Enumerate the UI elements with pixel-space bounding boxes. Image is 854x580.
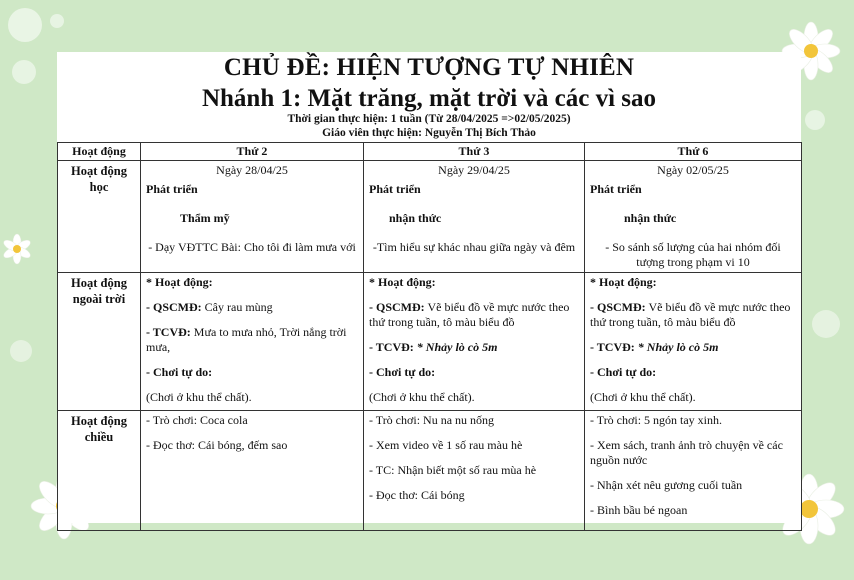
daisy-flower-icon — [0, 232, 34, 266]
free-play-text: (Chơi ở khu thể chất). — [590, 390, 696, 404]
branch-title: Nhánh 1: Mặt trăng, mặt trời và các vì sao — [201, 85, 657, 112]
observation-item — [590, 300, 796, 330]
tcvd-label: - TCVĐ: — [590, 340, 635, 354]
background-dot — [805, 110, 825, 130]
table-row-learning — [58, 161, 802, 273]
activity-heading: * Hoạt động: — [590, 275, 657, 289]
row-label: Hoạt động ngoài trời — [58, 273, 141, 411]
tcvd-text: Mưa to mưa nhỏ, Trời nắng trời mưa, — [146, 325, 347, 354]
area-label: nhận thức — [389, 211, 442, 225]
activity-heading: * Hoạt động: — [369, 275, 436, 289]
develop-label: Phát triển — [590, 182, 642, 196]
time-range: Thời gian thực hiện: 1 tuần (Từ 28/04/2025 =>02/05/2025) — [287, 113, 571, 125]
table-cell — [585, 411, 802, 531]
table-cell — [585, 161, 802, 273]
free-play-text: (Chơi ở khu thể chất). — [369, 390, 475, 404]
free-play-label: - Chơi tự do: — [369, 365, 436, 379]
row-label: Hoạt động học — [58, 161, 141, 273]
background-dot — [50, 14, 64, 28]
date-label: Ngày 28/04/25 — [216, 163, 288, 177]
qscmd-label: - QSCMĐ: — [590, 300, 646, 314]
area-label: nhận thức — [624, 211, 677, 225]
background-dot — [12, 60, 36, 84]
table-cell — [141, 161, 364, 273]
date-label: Ngày 02/05/25 — [657, 163, 729, 177]
game-item — [146, 325, 358, 355]
background-dot — [8, 8, 42, 42]
game-item — [590, 340, 796, 355]
tcvd-label: - TCVĐ: — [146, 325, 191, 339]
row-label: Hoạt động chiều — [58, 411, 141, 531]
free-play-label: - Chơi tự do: — [590, 365, 657, 379]
date-label: Ngày 29/04/25 — [438, 163, 510, 177]
background-dot — [10, 340, 32, 362]
list-item: - Trò chơi: Coca cola — [146, 413, 248, 427]
qscmd-label: - QSCMĐ: — [146, 300, 202, 314]
tcvd-label: - TCVĐ: — [369, 340, 414, 354]
develop-label: Phát triển — [369, 182, 421, 196]
list-item: - Đọc thơ: Cái bóng, đếm sao — [146, 438, 288, 452]
background-dot — [812, 310, 840, 338]
lesson-content: - Dạy VĐTTC Bài: Cho tôi đi làm mưa với — [148, 240, 356, 254]
topic-title: CHỦ ĐỀ: HIỆN TƯỢNG TỰ NHIÊN — [223, 54, 635, 81]
table-cell — [141, 411, 364, 531]
table-cell — [364, 161, 585, 273]
list-item: - Bình bầu bé ngoan — [590, 503, 688, 517]
column-header-day: Thứ 3 — [364, 143, 585, 161]
table-cell — [141, 273, 364, 411]
list-item: - Nhận xét nêu gương cuối tuần — [590, 478, 743, 492]
teacher-name: Giáo viên thực hiện: Nguyễn Thị Bích Thảo — [322, 127, 536, 139]
column-header-activity: Hoạt động — [58, 143, 141, 161]
observation-item — [146, 300, 358, 315]
table-header-row — [58, 143, 802, 161]
table-row-afternoon — [58, 411, 802, 531]
column-header-day: Thứ 2 — [141, 143, 364, 161]
table-cell — [364, 411, 585, 531]
table-cell — [364, 273, 585, 411]
list-item: - Xem video về 1 số rau màu hè — [369, 438, 523, 452]
list-item: - Xem sách, tranh ảnh trò chuyện về các nguồn nước — [590, 438, 783, 467]
observation-item — [369, 300, 579, 330]
tcvd-text: * Nhảy lò cò 5m — [634, 340, 719, 354]
qscmd-text: Vẽ biểu đồ về mực nước theo thứ trong tuần, tô màu biểu đồ — [369, 300, 570, 329]
list-item: - Trò chơi: Nu na nu nống — [369, 413, 495, 427]
tcvd-text: * Nhảy lò cò 5m — [413, 340, 498, 354]
table-row-outdoor — [58, 273, 802, 411]
free-play-label: - Chơi tự do: — [146, 365, 213, 379]
area-label: Thẩm mỹ — [180, 211, 230, 225]
list-item: - TC: Nhận biết một số rau mùa hè — [369, 463, 537, 477]
qscmd-text: Cây rau mùng — [201, 300, 273, 314]
schedule-document — [57, 52, 801, 523]
game-item — [369, 340, 579, 355]
qscmd-text: Vẽ biểu đồ về mực nước theo thứ trong tuần, tô màu biểu đồ — [590, 300, 791, 329]
free-play-text: (Chơi ở khu thể chất). — [146, 390, 252, 404]
list-item: - Trò chơi: 5 ngón tay xinh. — [590, 413, 723, 427]
lesson-content: -Tìm hiểu sự khác nhau giữa ngày và đêm — [372, 240, 576, 254]
activity-heading: * Hoạt động: — [146, 275, 213, 289]
weekly-schedule-table — [57, 142, 802, 531]
qscmd-label: - QSCMĐ: — [369, 300, 425, 314]
column-header-day: Thứ 6 — [585, 143, 802, 161]
list-item: - Đọc thơ: Cái bóng — [369, 488, 465, 502]
table-cell — [585, 273, 802, 411]
lesson-content: - So sánh số lượng của hai nhóm đối tượng trong phạm vi 10 — [605, 240, 781, 269]
develop-label: Phát triển — [146, 182, 198, 196]
